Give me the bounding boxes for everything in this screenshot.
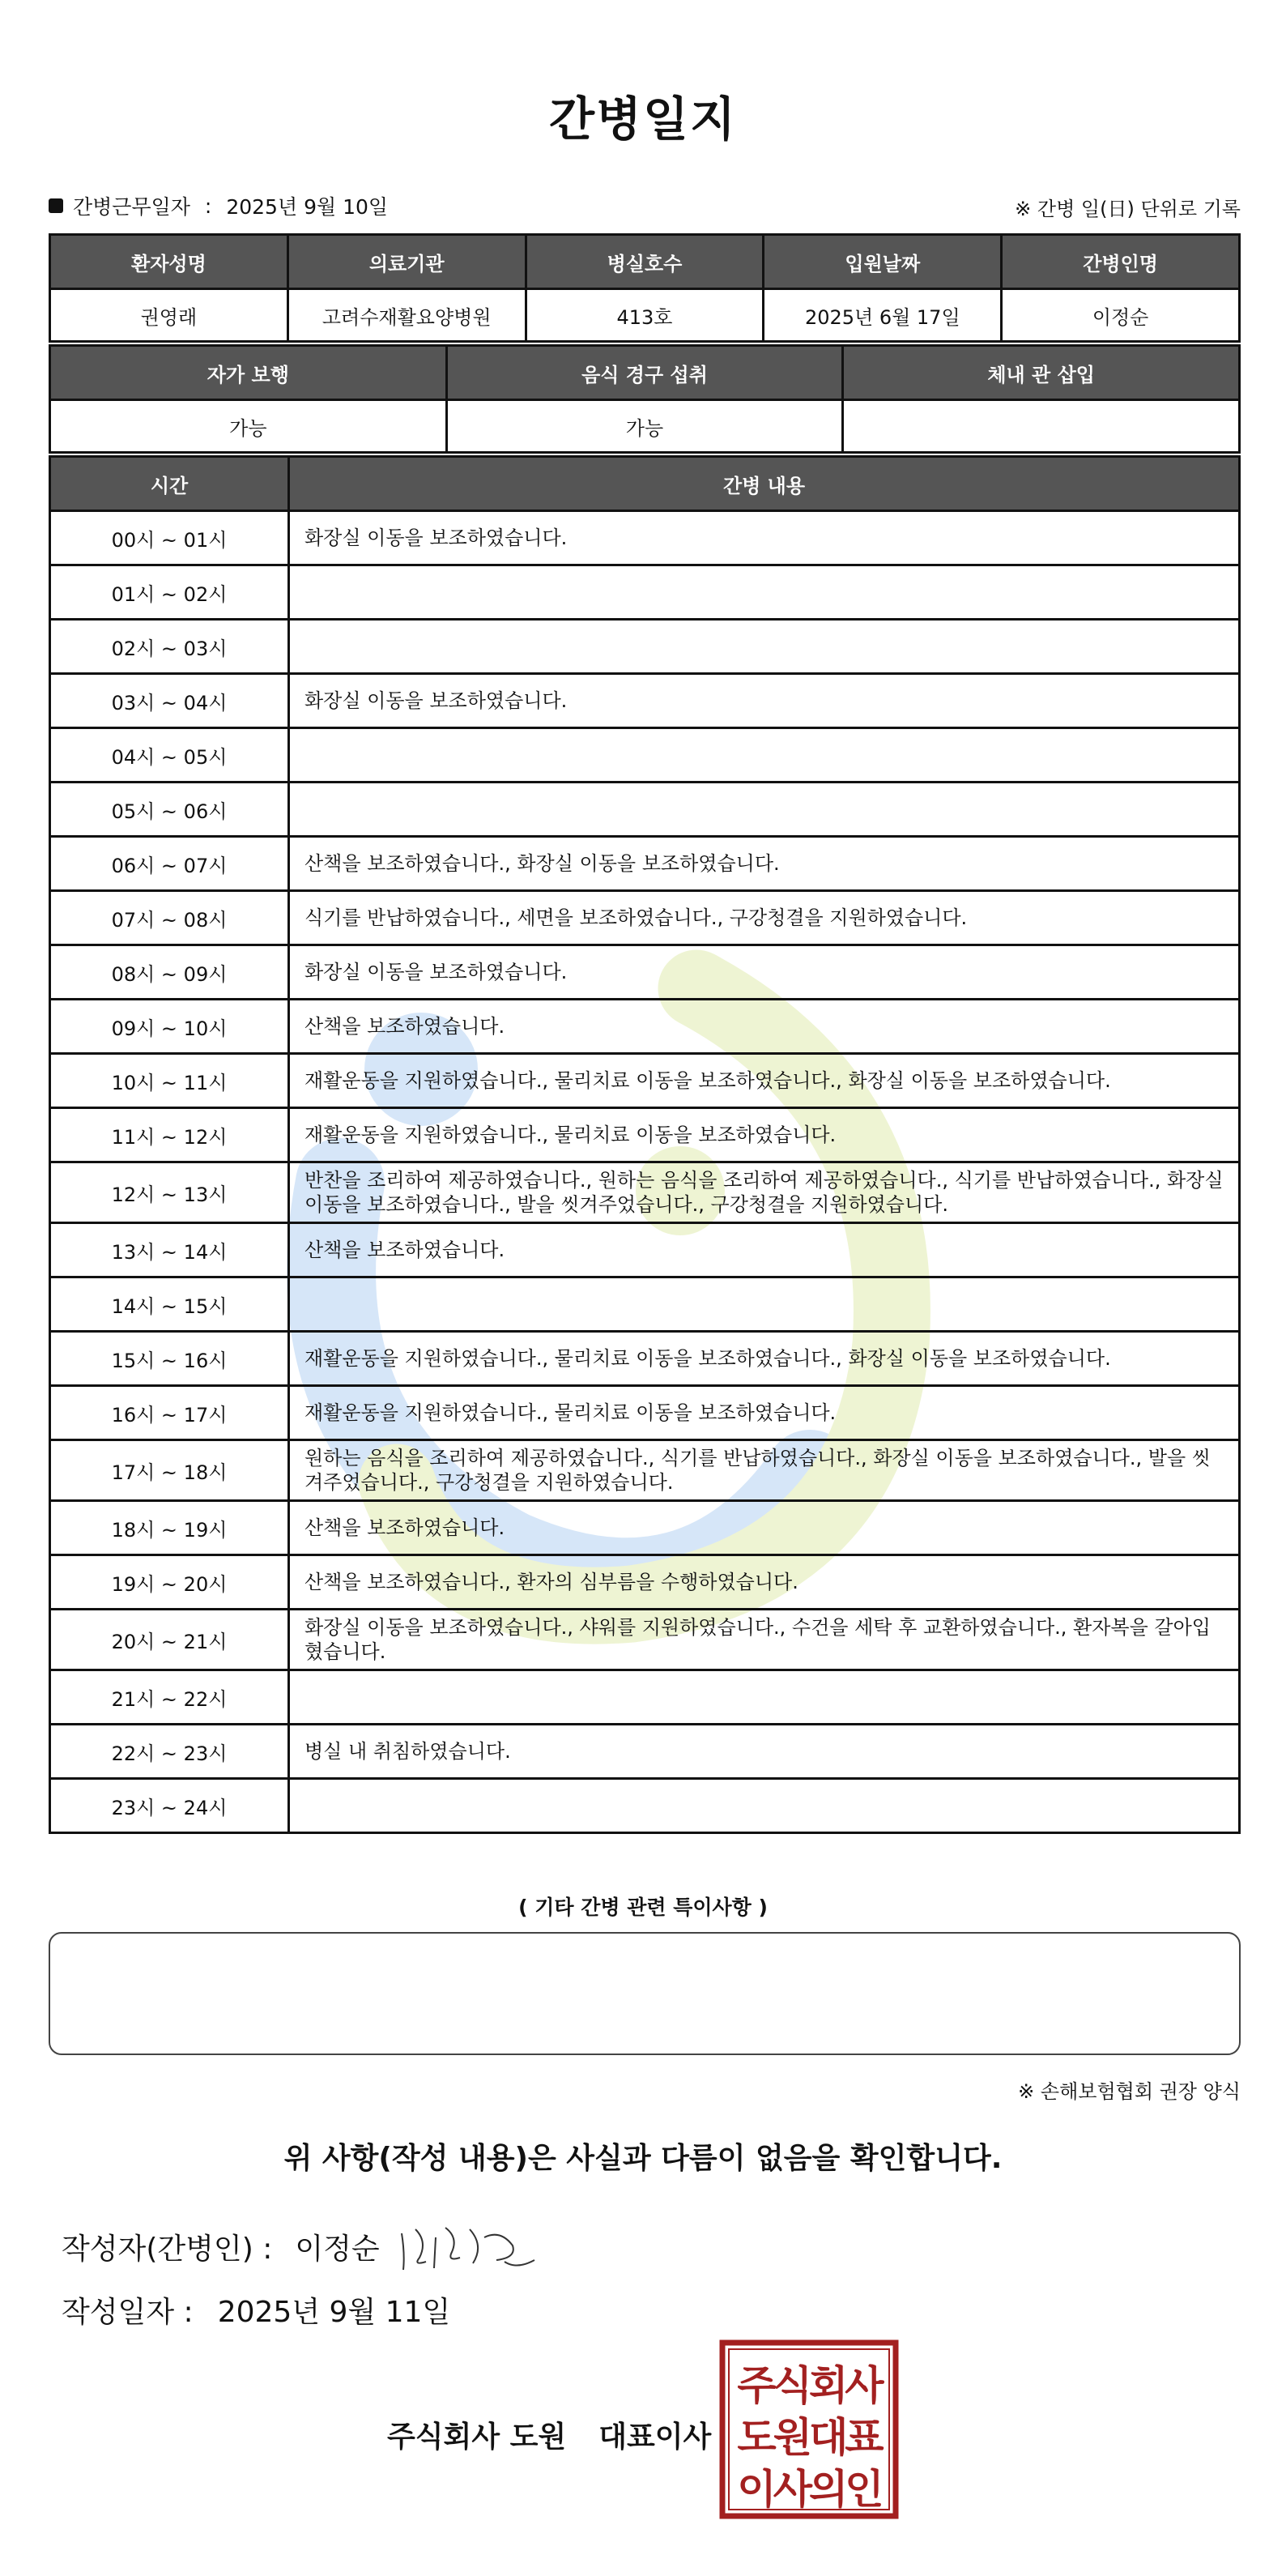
header-room: 병실호수 — [526, 235, 764, 289]
association-note: ※ 손해보험협회 권장 양식 — [1018, 2080, 1241, 2103]
header-time: 시간 — [50, 457, 289, 511]
time-cell: 18시 ~ 19시 — [50, 1501, 289, 1555]
time-cell: 15시 ~ 16시 — [50, 1332, 289, 1386]
care-content-cell: 화장실 이동을 보조하였습니다. — [289, 674, 1240, 728]
time-cell: 16시 ~ 17시 — [50, 1386, 289, 1440]
time-cell: 13시 ~ 14시 — [50, 1223, 289, 1277]
seal-line-3: 이사의인 — [737, 2466, 881, 2513]
care-content-cell — [289, 1277, 1240, 1332]
care-content-cell: 산책을 보조하였습니다., 환자의 심부름을 수행하였습니다. — [289, 1555, 1240, 1610]
care-log-body — [50, 511, 1240, 1833]
admission-date: 2025년 6월 17일 — [764, 289, 1002, 342]
header-hospital: 의료기관 — [287, 235, 526, 289]
header-caregiver: 간병인명 — [1002, 235, 1240, 289]
header-patient-name: 환자성명 — [50, 235, 288, 289]
table-row — [50, 1223, 1240, 1277]
time-cell: 05시 ~ 06시 — [50, 783, 289, 837]
tube-insertion-value — [843, 400, 1240, 453]
table-row — [50, 1440, 1240, 1501]
time-cell: 19시 ~ 20시 — [50, 1555, 289, 1610]
time-cell: 07시 ~ 08시 — [50, 891, 289, 945]
table-row — [50, 1054, 1240, 1108]
care-content-cell — [289, 1779, 1240, 1833]
seal-line-2: 도원대표 — [737, 2414, 881, 2461]
time-cell: 12시 ~ 13시 — [50, 1162, 289, 1223]
table-row — [50, 511, 1240, 565]
care-content-cell: 재활운동을 지원하였습니다., 물리치료 이동을 보조하였습니다. — [289, 1386, 1240, 1440]
care-content-cell — [289, 783, 1240, 837]
time-cell: 14시 ~ 15시 — [50, 1277, 289, 1332]
work-date — [49, 191, 388, 220]
time-cell: 20시 ~ 21시 — [50, 1610, 289, 1670]
writer-name: 이정순 — [295, 2233, 380, 2266]
table-row — [50, 565, 1240, 620]
record-note: ※ 간병 일(日) 단위로 기록 — [1015, 198, 1241, 220]
table-row — [50, 1000, 1240, 1054]
table-row — [50, 1779, 1240, 1833]
writer-label: 작성자(간병인) : — [62, 2233, 273, 2266]
time-cell: 02시 ~ 03시 — [50, 620, 289, 674]
header-self-walking: 자가 보행 — [50, 346, 447, 400]
work-date-separator: : — [204, 194, 212, 218]
company-name: 주식회사 도원 — [387, 2420, 567, 2454]
care-log-table — [49, 455, 1241, 1834]
table-row — [50, 945, 1240, 1000]
table-row — [50, 783, 1240, 837]
confirmation-statement: 위 사항(작성 내용)은 사실과 다름이 없음을 확인합니다. — [283, 2142, 1003, 2175]
care-content-cell — [289, 728, 1240, 783]
time-cell: 08시 ~ 09시 — [50, 945, 289, 1000]
care-content-cell — [289, 1670, 1240, 1725]
hospital: 고려수재활요양병원 — [287, 289, 526, 342]
time-cell: 17시 ~ 18시 — [50, 1440, 289, 1501]
document-title: 간병일지 — [548, 92, 738, 147]
care-content-cell: 원하는 음식을 조리하여 제공하였습니다., 식기를 반납하였습니다., 화장실 이동을 보조하였습니다., 발을 씻겨주었습니다., 구강청결을 지원하였습니다. — [289, 1440, 1240, 1501]
caregiver-name: 이정순 — [1002, 289, 1240, 342]
table-row — [50, 1555, 1240, 1610]
table-row — [50, 1162, 1240, 1223]
work-date-label: 간병근무일자 — [73, 195, 190, 219]
table-row — [50, 1725, 1240, 1779]
care-content-cell: 화장실 이동을 보조하였습니다., 샤워를 지원하였습니다., 수건을 세탁 후 교환하였습니다., 환자복을 갈아입혔습니다. — [289, 1610, 1240, 1670]
care-content-cell: 병실 내 취침하였습니다. — [289, 1725, 1240, 1779]
writer-line — [62, 2226, 380, 2267]
written-date-value: 2025년 9월 11일 — [217, 2296, 451, 2329]
table-row — [50, 1386, 1240, 1440]
care-content-cell — [289, 565, 1240, 620]
patient-status-table — [49, 344, 1241, 454]
table-row — [50, 1501, 1240, 1555]
written-date-line — [62, 2289, 450, 2331]
patient-name: 권영래 — [50, 289, 288, 342]
table-row — [50, 674, 1240, 728]
company-line — [387, 2414, 711, 2455]
care-content-cell: 산책을 보조하였습니다. — [289, 1223, 1240, 1277]
time-cell: 04시 ~ 05시 — [50, 728, 289, 783]
time-cell: 22시 ~ 23시 — [50, 1725, 289, 1779]
work-date-value: 2025년 9월 10일 — [226, 195, 389, 219]
time-cell: 09시 ~ 10시 — [50, 1000, 289, 1054]
care-content-cell: 반찬을 조리하여 제공하였습니다., 원하는 음식을 조리하여 제공하였습니다., 식기를 반납하였습니다., 화장실 이동을 보조하였습니다., 발을 씻겨주었습니다., 구강청결을 지원하였습니다. — [289, 1162, 1240, 1223]
self-walking-value: 가능 — [50, 400, 447, 453]
table-row — [50, 728, 1240, 783]
square-bullet-icon — [49, 198, 63, 213]
time-cell: 10시 ~ 11시 — [50, 1054, 289, 1108]
table-row — [50, 1670, 1240, 1725]
time-cell: 11시 ~ 12시 — [50, 1108, 289, 1162]
seal-line-1: 주식회사 — [737, 2362, 881, 2409]
room-number: 413호 — [526, 289, 764, 342]
company-seal-stamp — [718, 2338, 901, 2521]
care-content-cell: 재활운동을 지원하였습니다., 물리치료 이동을 보조하였습니다., 화장실 이동을 보조하였습니다. — [289, 1054, 1240, 1108]
care-content-cell: 재활운동을 지원하였습니다., 물리치료 이동을 보조하였습니다. — [289, 1108, 1240, 1162]
care-content-cell: 산책을 보조하였습니다. — [289, 1501, 1240, 1555]
time-cell: 01시 ~ 02시 — [50, 565, 289, 620]
patient-info-table — [49, 233, 1241, 343]
time-cell: 23시 ~ 24시 — [50, 1779, 289, 1833]
oral-intake-value: 가능 — [446, 400, 843, 453]
company-representative: 대표이사 — [598, 2420, 712, 2454]
care-content-cell: 화장실 이동을 보조하였습니다. — [289, 945, 1240, 1000]
time-cell: 03시 ~ 04시 — [50, 674, 289, 728]
header-tube-insertion: 체내 관 삽입 — [843, 346, 1240, 400]
time-cell: 06시 ~ 07시 — [50, 837, 289, 891]
header-care-content: 간병 내용 — [289, 457, 1240, 511]
table-row — [50, 620, 1240, 674]
care-content-cell: 화장실 이동을 보조하였습니다. — [289, 511, 1240, 565]
table-row — [50, 1332, 1240, 1386]
table-row — [50, 837, 1240, 891]
care-content-cell: 재활운동을 지원하였습니다., 물리치료 이동을 보조하였습니다., 화장실 이동을 보조하였습니다. — [289, 1332, 1240, 1386]
table-row — [50, 1610, 1240, 1670]
special-notes-title: ( 기타 간병 관련 특이사항 ) — [518, 1896, 768, 1919]
written-date-label: 작성일자 : — [62, 2296, 194, 2329]
care-content-cell: 산책을 보조하였습니다., 화장실 이동을 보조하였습니다. — [289, 837, 1240, 891]
header-oral-intake: 음식 경구 섭취 — [446, 346, 843, 400]
care-content-cell: 산책을 보조하였습니다. — [289, 1000, 1240, 1054]
time-cell: 00시 ~ 01시 — [50, 511, 289, 565]
care-content-cell — [289, 620, 1240, 674]
special-notes-box — [49, 1932, 1241, 2055]
handwritten-signature — [395, 2213, 541, 2278]
care-content-cell: 식기를 반납하였습니다., 세면을 보조하였습니다., 구강청결을 지원하였습니다. — [289, 891, 1240, 945]
table-row — [50, 1108, 1240, 1162]
time-cell: 21시 ~ 22시 — [50, 1670, 289, 1725]
table-row — [50, 1277, 1240, 1332]
table-row — [50, 891, 1240, 945]
header-admission-date: 입원날짜 — [764, 235, 1002, 289]
